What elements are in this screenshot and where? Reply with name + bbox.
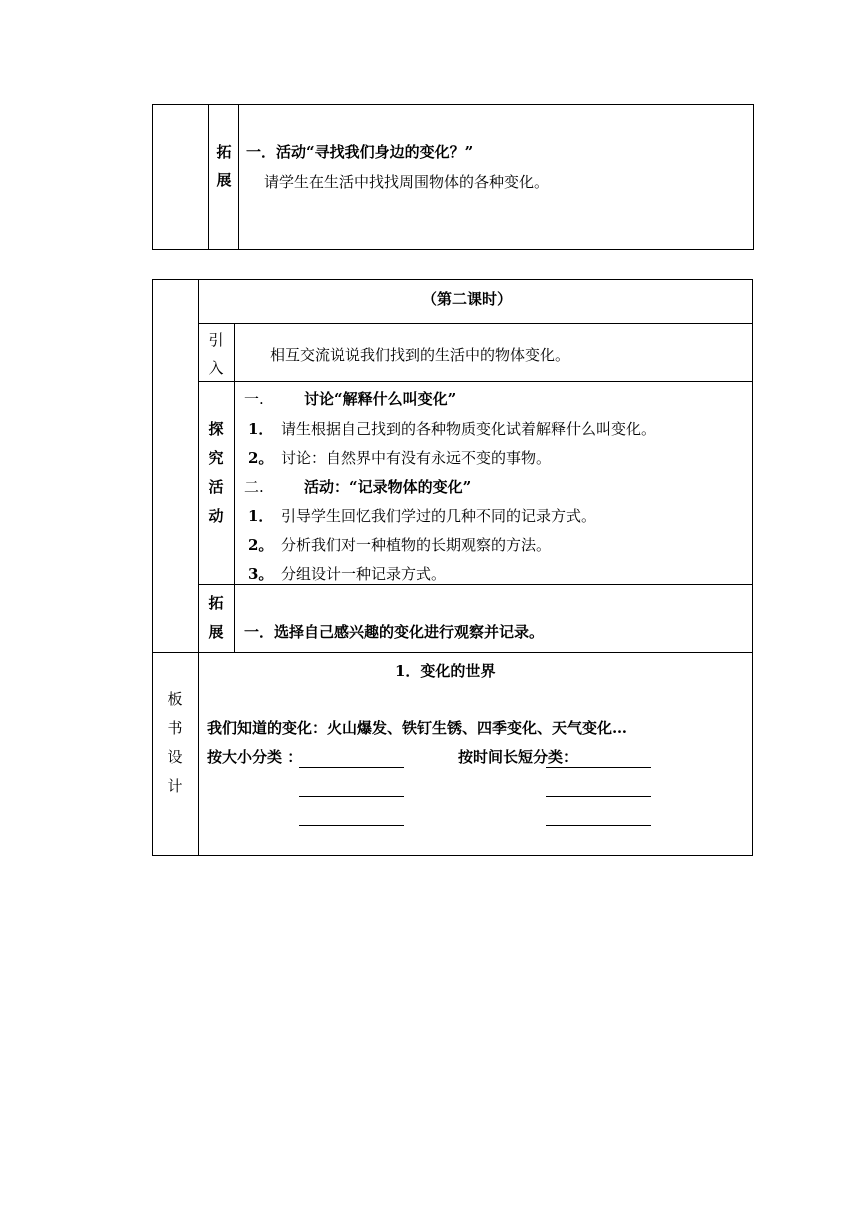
row-line-1 xyxy=(198,323,753,324)
period-title: （第二课时） xyxy=(422,290,513,308)
table1-divider-2 xyxy=(238,104,239,250)
board-by-size: 按大小分类 ： xyxy=(207,748,303,766)
row-line-4 xyxy=(152,652,753,653)
board-label-char-4: 计 xyxy=(167,777,183,795)
time-blank-1 xyxy=(546,767,651,768)
explore-item-7-marker: 3。 xyxy=(248,565,274,583)
table1-label-char-1: 拓 xyxy=(216,143,232,161)
explore-item-4-marker: 二. xyxy=(244,478,264,496)
intro-label-char-2: 入 xyxy=(208,359,224,377)
explore-item-5-marker: 1． xyxy=(248,507,274,525)
extend-label-char-2: 展 xyxy=(208,623,224,641)
table1-divider-1 xyxy=(208,104,209,250)
lesson-table xyxy=(152,279,753,856)
explore-label-char-1: 探 xyxy=(208,420,224,438)
table1-label-char-2: 展 xyxy=(216,171,232,189)
explore-item-2-marker: 1． xyxy=(248,420,274,438)
table2-left-divider xyxy=(198,279,199,856)
extend-text: 一．选择自己感兴趣的变化进行观察并记录。 xyxy=(244,623,545,641)
explore-item-3-marker: 2。 xyxy=(248,449,274,467)
time-blank-2 xyxy=(546,796,651,797)
row-line-2 xyxy=(198,381,753,382)
extend-label-char-1: 拓 xyxy=(208,594,224,612)
time-blank-3 xyxy=(546,825,651,826)
board-label-char-2: 书 xyxy=(167,719,183,737)
explore-item-1-text: 讨论“解释什么叫变化” xyxy=(304,390,457,408)
board-label-char-3: 设 xyxy=(167,748,183,766)
row-line-3 xyxy=(198,584,753,585)
intro-text: 相互交流说说我们找到的生活中的物体变化。 xyxy=(270,346,571,364)
explore-label-char-4: 动 xyxy=(208,507,224,525)
explore-item-3-text: 讨论：自然界中有没有永远不变的事物。 xyxy=(281,449,552,467)
intro-label-char-1: 引 xyxy=(208,331,224,349)
explore-item-6-text: 分析我们对一种植物的长期观察的方法。 xyxy=(281,536,552,554)
board-title: 1．变化的世界 xyxy=(395,662,496,680)
explore-item-1-marker: 一. xyxy=(244,390,264,408)
explore-item-7-text: 分组设计一种记录方式。 xyxy=(281,565,447,583)
size-blank-3 xyxy=(299,825,404,826)
board-known-changes: 我们知道的变化：火山爆发、铁钉生锈、四季变化、天气变化… xyxy=(207,719,628,737)
explore-label-char-3: 活 xyxy=(208,478,224,496)
explore-label-char-2: 究 xyxy=(208,449,224,467)
size-blank-1 xyxy=(299,767,404,768)
explore-item-4-text: 活动：“记录物体的变化” xyxy=(304,478,472,496)
board-by-time: 按时间长短分类： xyxy=(458,748,579,766)
explore-item-5-text: 引导学生回忆我们学过的几种不同的记录方式。 xyxy=(281,507,597,525)
table1-body: 请学生在生活中找找周围物体的各种变化。 xyxy=(264,173,550,191)
table2-label-divider xyxy=(234,323,235,652)
size-blank-2 xyxy=(299,796,404,797)
explore-item-2-text: 请生根据自己找到的各种物质变化试着解释什么叫变化。 xyxy=(281,420,657,438)
board-label-char-1: 板 xyxy=(167,690,183,708)
explore-item-6-marker: 2。 xyxy=(248,536,274,554)
table1-heading: 一．活动“寻找我们身边的变化？” xyxy=(246,143,474,161)
